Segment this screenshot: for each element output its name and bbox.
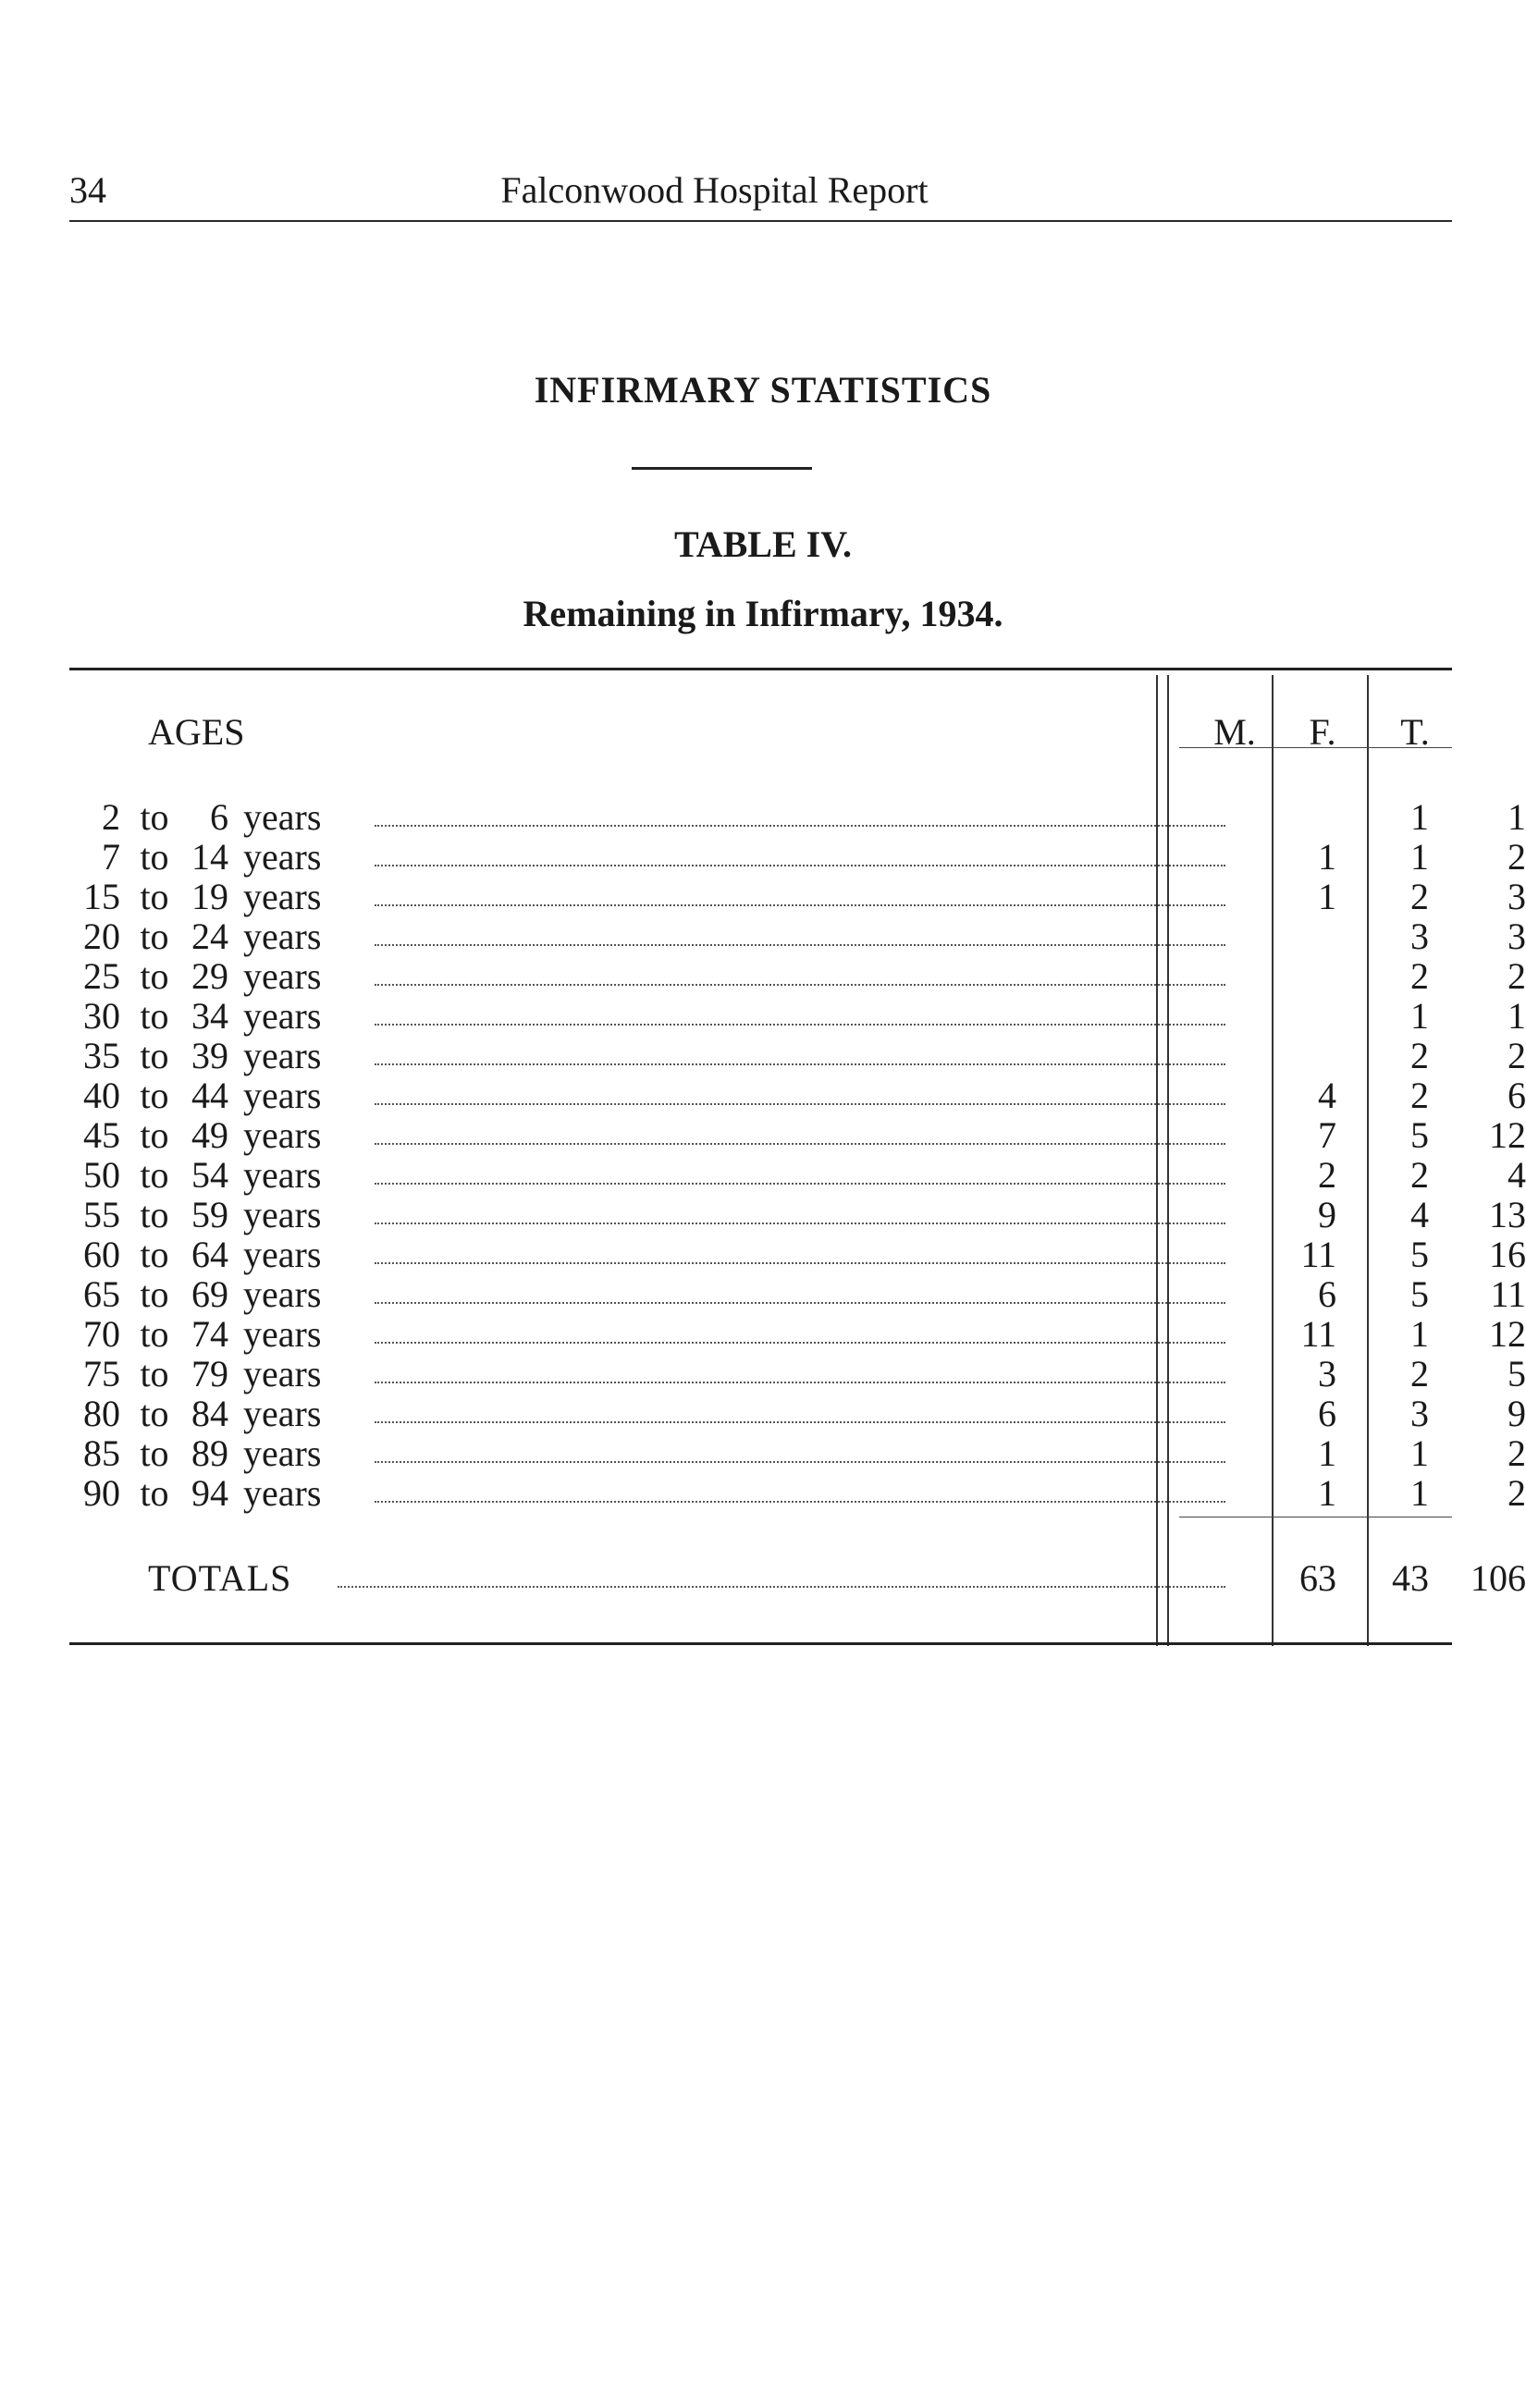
table-row (69, 1273, 1526, 1315)
age-upto: 94 (191, 1472, 228, 1514)
female-count: 5 (1410, 1114, 1429, 1156)
age-to-word: to (140, 836, 169, 878)
age-from: 55 (83, 1194, 120, 1235)
female-count: 2 (1410, 1035, 1429, 1076)
male-count: 1 (1318, 836, 1336, 878)
dot-leader (338, 1586, 1225, 1588)
table-row (69, 1432, 1526, 1474)
age-to-word: to (140, 876, 169, 917)
age-to-word: to (140, 915, 169, 957)
dot-leader (375, 1262, 1225, 1264)
running-head (69, 168, 1452, 222)
table-row (69, 1194, 1526, 1235)
dot-leader (375, 865, 1225, 866)
totals-label: TOTALS (148, 1557, 292, 1599)
page-title: INFIRMARY STATISTICS (534, 369, 992, 411)
total-count: 1 (1508, 796, 1526, 838)
dot-leader (375, 984, 1225, 986)
age-from: 35 (83, 1035, 120, 1076)
title-rule (632, 467, 812, 470)
age-upto: 69 (191, 1273, 228, 1315)
total-count: 2 (1508, 1472, 1526, 1514)
age-from: 75 (83, 1353, 120, 1394)
age-unit: years (243, 1273, 322, 1315)
male-count: 3 (1318, 1353, 1336, 1394)
age-to-word: to (140, 1154, 169, 1196)
table-row (69, 796, 1526, 838)
age-unit: years (243, 1075, 322, 1116)
age-to-word: to (140, 1353, 169, 1394)
age-to-word: to (140, 995, 169, 1037)
table-row (69, 915, 1526, 957)
age-to-word: to (140, 1114, 169, 1156)
female-count: 1 (1410, 1432, 1429, 1474)
age-upto: 14 (191, 836, 228, 878)
age-from: 85 (83, 1432, 120, 1474)
total-count: 3 (1508, 915, 1526, 957)
running-title: Falconwood Hospital Report (500, 169, 929, 211)
table-row (69, 995, 1526, 1037)
age-to-word: to (140, 1432, 169, 1474)
age-upto: 29 (191, 955, 228, 997)
female-count: 5 (1410, 1273, 1429, 1315)
age-from: 20 (83, 915, 120, 957)
age-unit: years (243, 1432, 322, 1474)
age-from: 2 (102, 796, 120, 838)
male-count: 7 (1318, 1114, 1336, 1156)
age-upto: 19 (191, 876, 228, 917)
age-upto: 34 (191, 995, 228, 1037)
table-row (69, 1035, 1526, 1076)
female-count: 1 (1410, 796, 1429, 838)
table-title: TABLE IV. (674, 523, 852, 565)
table-row (69, 1234, 1526, 1275)
age-upto: 6 (210, 796, 228, 838)
age-from: 70 (83, 1313, 120, 1355)
age-upto: 59 (191, 1194, 228, 1235)
table-row (69, 1075, 1526, 1116)
female-count: 1 (1410, 1472, 1429, 1514)
total-column-header: T. (1400, 711, 1430, 753)
dot-leader (375, 1222, 1225, 1224)
age-unit: years (243, 1154, 322, 1196)
age-from: 7 (102, 836, 120, 878)
dot-leader (375, 1063, 1225, 1065)
table-subtitle: Remaining in Infirmary, 1934. (523, 593, 1003, 634)
age-from: 40 (83, 1075, 120, 1116)
age-unit: years (243, 1194, 322, 1235)
female-count: 3 (1410, 1393, 1429, 1434)
page-number: 34 (69, 169, 106, 211)
age-upto: 64 (191, 1234, 228, 1275)
male-count: 6 (1318, 1393, 1336, 1434)
age-unit: years (243, 1313, 322, 1355)
female-total: 43 (1392, 1557, 1429, 1599)
female-count: 5 (1410, 1234, 1429, 1275)
total-count: 9 (1508, 1393, 1526, 1434)
dot-leader (375, 1342, 1225, 1344)
age-to-word: to (140, 1472, 169, 1514)
total-count: 1 (1508, 995, 1526, 1037)
table-row (69, 955, 1526, 997)
table-row (69, 1353, 1526, 1394)
female-count: 2 (1410, 876, 1429, 917)
male-count: 11 (1300, 1234, 1336, 1275)
age-upto: 89 (191, 1432, 228, 1474)
age-unit: years (243, 1234, 322, 1275)
header-rule (1179, 747, 1452, 748)
female-count: 1 (1410, 995, 1429, 1037)
total-count: 12 (1489, 1313, 1526, 1355)
total-count: 2 (1508, 1035, 1526, 1076)
male-count: 11 (1300, 1313, 1336, 1355)
male-count: 2 (1318, 1154, 1336, 1196)
age-to-word: to (140, 1313, 169, 1355)
age-from: 45 (83, 1114, 120, 1156)
dot-leader (375, 1143, 1225, 1145)
age-unit: years (243, 836, 322, 878)
age-from: 80 (83, 1393, 120, 1434)
age-to-word: to (140, 1075, 169, 1116)
male-count: 1 (1318, 876, 1336, 917)
dot-leader (375, 1024, 1225, 1026)
table-row (69, 1472, 1526, 1514)
age-from: 50 (83, 1154, 120, 1196)
dot-leader (375, 944, 1225, 946)
female-count: 2 (1410, 955, 1429, 997)
female-count: 2 (1410, 1353, 1429, 1394)
age-to-word: to (140, 1273, 169, 1315)
female-count: 3 (1410, 915, 1429, 957)
table-row (69, 1154, 1526, 1196)
grand-total: 106 (1471, 1557, 1526, 1599)
table-top-rule (69, 668, 1452, 670)
age-unit: years (243, 1035, 322, 1076)
age-from: 90 (83, 1472, 120, 1514)
male-column-header: M. (1213, 711, 1256, 753)
table-bottom-rule (69, 1642, 1452, 1645)
total-count: 4 (1508, 1154, 1526, 1196)
total-count: 16 (1489, 1234, 1526, 1275)
dot-leader (375, 1421, 1225, 1423)
total-count: 2 (1508, 1432, 1526, 1474)
male-count: 1 (1318, 1472, 1336, 1514)
age-to-word: to (140, 1194, 169, 1235)
total-count: 6 (1508, 1075, 1526, 1116)
age-to-word: to (140, 796, 169, 838)
dot-leader (375, 1302, 1225, 1304)
age-upto: 49 (191, 1114, 228, 1156)
age-upto: 44 (191, 1075, 228, 1116)
table-row (69, 1393, 1526, 1434)
total-count: 11 (1490, 1273, 1526, 1315)
table-row (69, 1313, 1526, 1355)
female-column-header: F. (1309, 711, 1336, 753)
age-upto: 79 (191, 1353, 228, 1394)
female-count: 1 (1410, 836, 1429, 878)
age-upto: 84 (191, 1393, 228, 1434)
age-unit: years (243, 955, 322, 997)
age-upto: 54 (191, 1154, 228, 1196)
male-count: 9 (1318, 1194, 1336, 1235)
table-row (69, 836, 1526, 878)
age-unit: years (243, 876, 322, 917)
age-from: 30 (83, 995, 120, 1037)
age-to-word: to (140, 1234, 169, 1275)
age-to-word: to (140, 1393, 169, 1434)
age-to-word: to (140, 955, 169, 997)
totals-row (69, 1557, 1526, 1599)
dot-leader (375, 1103, 1225, 1105)
age-from: 15 (83, 876, 120, 917)
total-count: 3 (1508, 876, 1526, 917)
total-count: 5 (1508, 1353, 1526, 1394)
age-unit: years (243, 1393, 322, 1434)
male-total: 63 (1299, 1557, 1336, 1599)
total-count: 2 (1508, 836, 1526, 878)
age-unit: years (243, 1353, 322, 1394)
age-unit: years (243, 915, 322, 957)
age-from: 60 (83, 1234, 120, 1275)
age-unit: years (243, 995, 322, 1037)
age-upto: 24 (191, 915, 228, 957)
dot-leader (375, 1183, 1225, 1185)
female-count: 4 (1410, 1194, 1429, 1235)
age-upto: 74 (191, 1313, 228, 1355)
total-count: 2 (1508, 955, 1526, 997)
age-unit: years (243, 1472, 322, 1514)
ages-column-header: AGES (148, 711, 245, 753)
age-from: 25 (83, 955, 120, 997)
male-count: 4 (1318, 1075, 1336, 1116)
male-count: 6 (1318, 1273, 1336, 1315)
dot-leader (375, 1382, 1225, 1383)
dot-leader (375, 1501, 1225, 1503)
male-count: 1 (1318, 1432, 1336, 1474)
age-upto: 39 (191, 1035, 228, 1076)
female-count: 2 (1410, 1075, 1429, 1116)
age-to-word: to (140, 1035, 169, 1076)
total-count: 13 (1489, 1194, 1526, 1235)
female-count: 1 (1410, 1313, 1429, 1355)
table-row (69, 1114, 1526, 1156)
age-unit: years (243, 796, 322, 838)
age-unit: years (243, 1114, 322, 1156)
dot-leader (375, 1461, 1225, 1463)
table-row (69, 876, 1526, 917)
dot-leader (375, 825, 1225, 827)
female-count: 2 (1410, 1154, 1429, 1196)
age-from: 65 (83, 1273, 120, 1315)
total-count: 12 (1489, 1114, 1526, 1156)
dot-leader (375, 904, 1225, 906)
